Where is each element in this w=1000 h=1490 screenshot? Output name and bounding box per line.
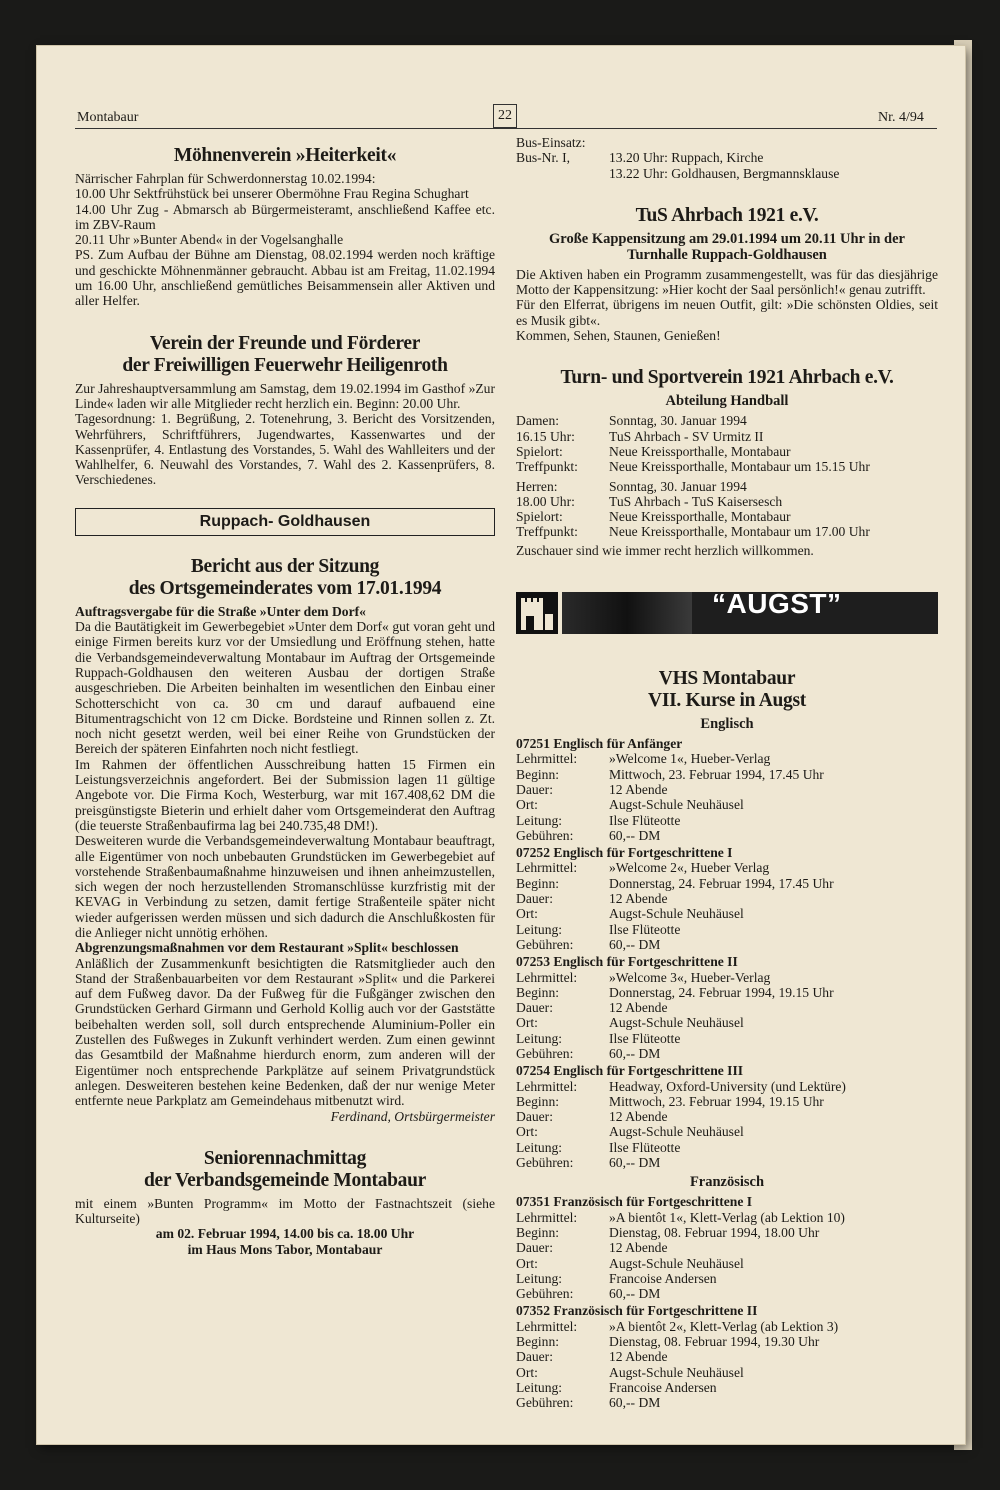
- table-row: Beginn: Dienstag, 08. Februar 1994, 18.00 Uhr: [516, 1224, 820, 1240]
- vhs-language-englisch: Englisch: [700, 716, 754, 733]
- table-row: Ort: Augst-Schule Neuhäusel: [516, 1255, 744, 1271]
- table-row: Leitung: Francoise Andersen: [516, 1270, 717, 1286]
- bericht-paragraph: Im Rahmen der öffentlichen Ausschreibung hatten 15 Firmen ein Leistungsverzeichnis angefordert. Bei der Submission lagen 11 gültige Angebote vor. Die Firma Koch, Westerburg, war mit 167.408,62 DM die preisgünstigste Bieterin und erhielt daher vom Ortsgemeinderat den Auftrag (die teuerste Straßenbaufirma lag bei 240.735,48 DM!).: [75, 756, 495, 833]
- senioren-intro: mit einem »Bunten Programm« im Motto der Fastnachtszeit (siehe Kulturseite): [75, 1195, 495, 1227]
- tus-paragraph: Für den Elferrat, übrigens im neuen Outfit, gilt: »Die schönsten Oldies, seit es Musik gibt«.: [516, 297, 938, 328]
- course-title: 07352 Französisch für Fortgeschrittene II: [516, 1303, 758, 1319]
- banner-title: “AUGST”: [712, 588, 842, 620]
- bericht-paragraph: Da die Bautätigkeit im Gewerbegebiet »Unter dem Dorf« gut voran geht und einige Firmen bereits kurz vor der Umsiedlung und Eröffnung stehen, hatte die Verbandsgemeindeverwaltung Montabaur im Auftrag der Ortsgemeinde Ruppach-Goldhausen den weiteren Ausbau der dortigen Straße ausgeschrieben. Die Arbeiten beinhalten im wesentlichen den Einbau einer Schotterschicht von ca. 30 cm und darauf aufbauend eine Bitumentragschicht von 12 cm Dicke. Bordsteine und Rinnen sollen z. Zt. noch nicht gesetzt werden, weil bei einer Reihe von Grundstücken der Bereich der späteren Einfahrten noch nicht festliegt.: [75, 619, 495, 757]
- table-row: Dauer: 12 Abende: [516, 1349, 668, 1365]
- table-row: Leitung: Ilse Flüteotte: [516, 1139, 681, 1155]
- moehnen-line: 14.00 Uhr Zug - Abmarsch ab Bürgermeisteramt, anschließend Kaffee etc. im ZBV-Raum: [75, 201, 495, 232]
- table-row: Leitung: Ilse Flüteotte: [516, 1030, 681, 1046]
- table-row: Beginn: Dienstag, 08. Februar 1994, 19.30 Uhr: [516, 1334, 820, 1350]
- table-row: Lehrmittel: »A bientôt 1«, Klett-Verlag (ab Lektion 10): [516, 1209, 845, 1225]
- bus-label: Bus-Einsatz:: [516, 135, 586, 150]
- table-row: 16.15 Uhr: TuS Ahrbach - SV Urmitz II: [516, 428, 764, 444]
- senioren-place: im Haus Mons Tabor, Montabaur: [187, 1241, 383, 1257]
- table-row: Gebühren: 60,-- DM: [516, 1395, 661, 1411]
- table-row: Dauer: 12 Abende: [516, 1240, 668, 1256]
- table-row: Lehrmittel: »Welcome 3«, Hueber-Verlag: [516, 969, 771, 985]
- tus-paragraph: Die Aktiven haben ein Programm zusammengestellt, was für das diesjährige Motto der Kappensitzung: »Hier kocht der Saal persönlich!« genau zutrifft.: [516, 266, 938, 298]
- table-row: Ort: Augst-Schule Neuhäusel: [516, 1015, 744, 1031]
- table-row: Ort: Augst-Schule Neuhäusel: [516, 797, 744, 813]
- table-row: Leitung: Ilse Flüteotte: [516, 812, 681, 828]
- feuerwehr-title-2: der Freiwilligen Feuerwehr Heiligenroth: [122, 354, 448, 376]
- bericht-title-2: des Ortsgemeinderates vom 17.01.1994: [128, 577, 442, 599]
- vhs-language-franzoesisch: Französisch: [689, 1174, 765, 1191]
- header-town: Montabaur: [77, 110, 139, 125]
- table-row: Beginn: Donnerstag, 24. Februar 1994, 17.45 Uhr: [516, 875, 834, 891]
- course-title: 07251 Englisch für Anfänger: [516, 736, 683, 752]
- course-title: 07254 Englisch für Fortgeschrittene III: [516, 1063, 744, 1079]
- table-row: Gebühren: 60,-- DM: [516, 1155, 661, 1171]
- bericht-paragraph: Anläßlich der Zusammenkunft besichtigten die Ratsmitglieder auch den Stand der Straßenbauarbeiten vor dem Restaurant »Split« und die Parkerei auf dem Fußweg davor. Da der Fußweg für die Fußgänger zwischen den Grundstücken Gerhard Girmann und Gerhold Kollig auch vor der Gaststätte beibehalten werden soll, soll durch entsprechende Aluminium-Poller ein Zustellen des Fußweges in Zukunft verhindert werden. Zum einen gewinnt das Gesamtbild der Maßnahme hierdurch enorm, zum anderen will der Eigentümer noch entsprechende Parkplätze auf seinem Privatgrundstück anlegen. Desweiteren bestehen keine Bedenken, daß der nur wenige Meter entfernte neue Parkplatz am Gemeindehaus mitbenutzt wird.: [75, 955, 495, 1109]
- course-details: [516, 1210, 845, 1302]
- senioren-title-1: Seniorennachmittag: [203, 1147, 367, 1169]
- right-column: [516, 135, 938, 1411]
- table-row: Lehrmittel: Headway, Oxford-University (und Lektüre): [516, 1078, 846, 1094]
- table-row: Lehrmittel: »Welcome 2«, Hueber Verlag: [516, 860, 770, 876]
- table-row: 18.00 Uhr: TuS Ahrbach - TuS Kaisersesch: [516, 493, 783, 509]
- table-row: Dauer: 12 Abende: [516, 781, 668, 797]
- table-row: Damen: Sonntag, 30. Januar 1994: [516, 413, 747, 429]
- course-details: [516, 860, 834, 952]
- table-row: Gebühren: 60,-- DM: [516, 936, 661, 952]
- bericht-subheading: Auftragsvergabe für die Straße »Unter dem Dorf«: [75, 603, 366, 619]
- bericht-title-1: Bericht aus der Sitzung: [190, 555, 380, 577]
- feuerwehr-invite: Zur Jahreshauptversammlung am Samstag, dem 19.02.1994 im Gasthof »Zur Linde« laden wir alle Mitglieder recht herzlich ein. Beginn: 20.00 Uhr.: [75, 380, 495, 411]
- page-number: 22: [493, 104, 517, 128]
- table-row: Gebühren: 60,-- DM: [516, 1286, 661, 1302]
- table-row: Spielort: Neue Kreissporthalle, Montabaur: [516, 443, 791, 459]
- table-row: Leitung: Ilse Flüteotte: [516, 921, 681, 937]
- header-issue: Nr. 4/94: [878, 110, 924, 125]
- moehnen-line: 20.11 Uhr »Bunter Abend« in der Vogelsanghalle: [75, 232, 344, 248]
- turn-footer: Zuschauer sind wie immer recht herzlich willkommen.: [516, 542, 814, 558]
- table-row: Gebühren: 60,-- DM: [516, 1045, 661, 1061]
- moehnen-line: Närrischer Fahrplan für Schwerdonnerstag 10.02.1994:: [75, 171, 376, 186]
- vhs-title-1: VHS Montabaur: [658, 668, 796, 690]
- table-row: Treffpunkt: Neue Kreissporthalle, Montabaur um 15.15 Uhr: [516, 459, 870, 475]
- turn-subtitle: Abteilung Handball: [665, 393, 789, 410]
- bus-table: [516, 150, 839, 181]
- feuerwehr-agenda: Tagesordnung: 1. Begrüßung, 2. Totenehrung, 3. Bericht des Vorsitzenden, Wehrführers, Schriftführers, Jugendwartes, Kassenwartes und der Kassenprüfer, 4. Entlastung des Vorstandes, 5. Wahl des Wahlleiters und der Wahlhelfer, 6. Neuwahl des Vorstandes, 7. Wahl des 2. Kassenprüfers, 8. Verschiedenes.: [75, 411, 495, 488]
- moehnen-title: Möhnenverein »Heiterkeit«: [173, 145, 397, 166]
- table-row: Beginn: Donnerstag, 24. Februar 1994, 19.15 Uhr: [516, 984, 834, 1000]
- courses-englisch: [516, 736, 938, 1170]
- course-title: 07253 Englisch für Fortgeschrittene II: [516, 954, 738, 970]
- course-details: [516, 970, 834, 1062]
- tus-subtitle-2: Turnhalle Ruppach-Goldhausen: [627, 246, 827, 263]
- bericht-paragraph: Desweiteren wurde die Verbandsgemeindeverwaltung Montabaur beauftragt, alle Eigentümer von noch unbebauten Grundstücken im Gewerbegebiet auf vorstehende Straßenbaumaßnahme hinzuweisen und ihnen anheimzustellen, sich wegen der noch herzustellenden Stromanschlüsse kurzfristig mit der KEVAG in Verbindung zu setzen, damit fertige Straßenteile später nicht wieder aufgerissen werden müssen und sich dadurch die Anschlußkosten für die Anlieger nicht unnötig erhöhen.: [75, 833, 495, 940]
- feuerwehr-title-1: Verein der Freunde und Förderer: [149, 332, 421, 354]
- tus-subtitle-1: Große Kappensitzung am 29.01.1994 um 20.11 Uhr in der: [549, 230, 905, 247]
- table-row: Dauer: 12 Abende: [516, 891, 668, 907]
- course-details: [516, 1319, 838, 1411]
- table-row: Lehrmittel: »Welcome 1«, Hueber-Verlag: [516, 751, 771, 767]
- section-header-ruppach: Ruppach- Goldhausen: [75, 508, 495, 536]
- course-details: [516, 1079, 846, 1171]
- table-row: Ort: Augst-Schule Neuhäusel: [516, 1364, 744, 1380]
- table-row: Treffpunkt: Neue Kreissporthalle, Montabaur um 17.00 Uhr: [516, 524, 870, 540]
- course-details: [516, 751, 824, 843]
- table-row: Herren: Sonntag, 30. Januar 1994: [516, 478, 747, 494]
- castle-logo-icon: [516, 592, 558, 634]
- bus-stop: 13.22 Uhr: Goldhausen, Bergmannsklause: [609, 165, 840, 181]
- banner-bar: [562, 588, 938, 634]
- course-title: 07252 Englisch für Fortgeschrittene I: [516, 845, 733, 861]
- table-row: Gebühren: 60,-- DM: [516, 827, 661, 843]
- table-row: Leitung: Francoise Andersen: [516, 1379, 717, 1395]
- table-row: Ort: Augst-Schule Neuhäusel: [516, 1124, 744, 1140]
- turn-title: Turn- und Sportverein 1921 Ahrbach e.V.: [560, 367, 894, 389]
- augst-banner: [516, 588, 938, 634]
- table-row: Beginn: Mittwoch, 23. Februar 1994, 19.15 Uhr: [516, 1093, 824, 1109]
- table-row: Spielort: Neue Kreissporthalle, Montabaur: [516, 509, 791, 525]
- courses-franzoesisch: [516, 1194, 938, 1410]
- tus-paragraph: Kommen, Sehen, Staunen, Genießen!: [516, 328, 721, 344]
- tus-title: TuS Ahrbach 1921 e.V.: [635, 204, 819, 226]
- moehnen-line: PS. Zum Aufbau der Bühne am Dienstag, 08.02.1994 werden noch kräftige und geschickte Möhnenmänner gebraucht. Abbau ist am Freitag, 11.02.1994 um 16.00 Uhr, anschließend gemütliches Beisammensein aller Aktiven und aller Helfer.: [75, 247, 495, 309]
- table-row: Dauer: 12 Abende: [516, 1109, 668, 1125]
- course-title: 07351 Französisch für Fortgeschrittene I: [516, 1194, 753, 1210]
- header-rule: [75, 128, 937, 129]
- table-row: Lehrmittel: »A bientôt 2«, Klett-Verlag (ab Lektion 3): [516, 1318, 839, 1334]
- handball-damen-table: [516, 413, 870, 474]
- senioren-date: am 02. Februar 1994, 14.00 bis ca. 18.00 Uhr: [155, 1226, 415, 1242]
- senioren-title-2: der Verbandsgemeinde Montabaur: [143, 1169, 427, 1191]
- moehnen-line: 10.00 Uhr Sektfrühstück bei unserer Obermöhne Frau Regina Schughart: [75, 186, 469, 202]
- table-row: Ort: Augst-Schule Neuhäusel: [516, 906, 744, 922]
- left-column: [75, 141, 495, 1257]
- bus-stop: 13.20 Uhr: Ruppach, Kirche: [609, 150, 764, 166]
- table-row: Dauer: 12 Abende: [516, 1000, 668, 1016]
- table-row: Beginn: Mittwoch, 23. Februar 1994, 17.45 Uhr: [516, 766, 824, 782]
- bus-number: Bus-Nr. I,: [516, 150, 570, 166]
- handball-herren-table: [516, 479, 870, 540]
- vhs-title-2: VII. Kurse in Augst: [648, 690, 806, 712]
- bericht-subheading: Abgrenzungsmaßnahmen vor dem Restaurant »Split« beschlossen: [75, 940, 459, 956]
- bericht-signature: Ferdinand, Ortsbürgermeister: [330, 1108, 495, 1124]
